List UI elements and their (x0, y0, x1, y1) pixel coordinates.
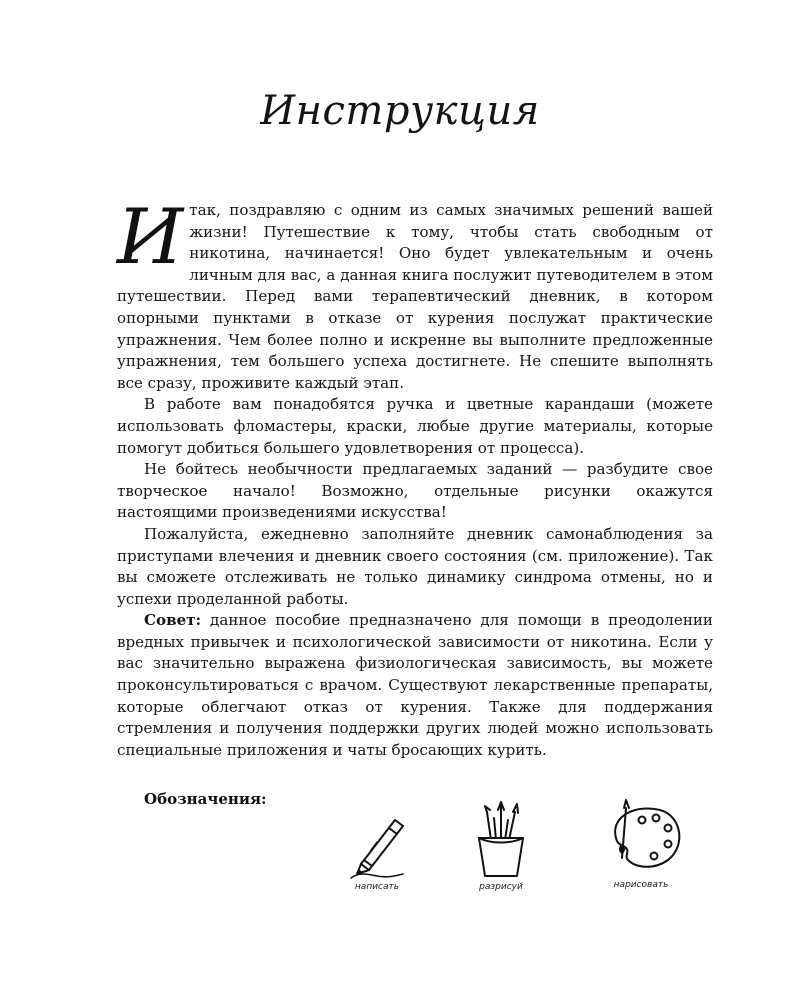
legend-item-draw (586, 798, 696, 890)
legend-item-write (322, 812, 432, 892)
legend-label-draw: нарисовать (613, 880, 669, 890)
intro-paragraph (117, 192, 713, 394)
intro-text: так, поздравляю с одним из самых значимых решений вашей жизни! Путешествие к тому, чтобы стать свободным от никотина, начинается! Оно будет увлекательным и очень личным для вас, а данная книга послужит путеводителем в этом путешествии. Перед вами терапевтический дневник, в котором опорными пунктами в отказе от курения послужат практические упражнения. Чем более полно и искренне вы выполните предложенные упражнения, тем большего успеха достигнете. Не спешите выполнять все сразу, проживите каждый этап. (117, 201, 713, 392)
palette-icon (596, 798, 686, 878)
pencil-cup-icon (461, 800, 541, 880)
page-title: Инструкция (260, 88, 540, 134)
body-text (117, 192, 713, 761)
pen-icon (337, 812, 417, 880)
advice-text: данное пособие предназначено для помощи в преодолении вредных привычек и психологической зависимости от никотина. Если у вас значительно выражена физиологическая зависимость, вы можете проконсультироваться с врачом. Существуют лекарственные препараты, которые облегчают отказ от курения. Также для поддержания стремления и получения поддержки других людей можно использовать специальные приложения и чаты бросающих курить. (117, 611, 713, 759)
paragraph-materials: В работе вам понадобятся ручка и цветные карандаши (можете использовать фломастеры, краски, любые другие материалы, которые помогут добиться большего удовлетворения от процесса). (117, 395, 713, 457)
paragraph-creativity: Не бойтесь необычности предлагаемых заданий — разбудите свое творческое начало! Возможно, отдельные рисунки окажутся настоящими произведениями искусства! (117, 460, 713, 522)
drop-cap: И (117, 192, 184, 281)
paragraph-advice (117, 610, 713, 761)
legend-title: Обозначения: (144, 790, 267, 808)
paragraph-diary: Пожалуйста, ежедневно заполняйте дневник самонаблюдения за приступами влечения и дневник своего состояния (см. приложение). Так вы сможете отслеживать не только динамику синдрома отмены, но и успехи проделанной работы. (117, 524, 713, 608)
legend-label-color: разрисуй (479, 882, 523, 892)
legend-item-color (446, 800, 556, 892)
legend-label-write: написать (354, 882, 400, 892)
advice-label: Совет: (144, 611, 202, 630)
